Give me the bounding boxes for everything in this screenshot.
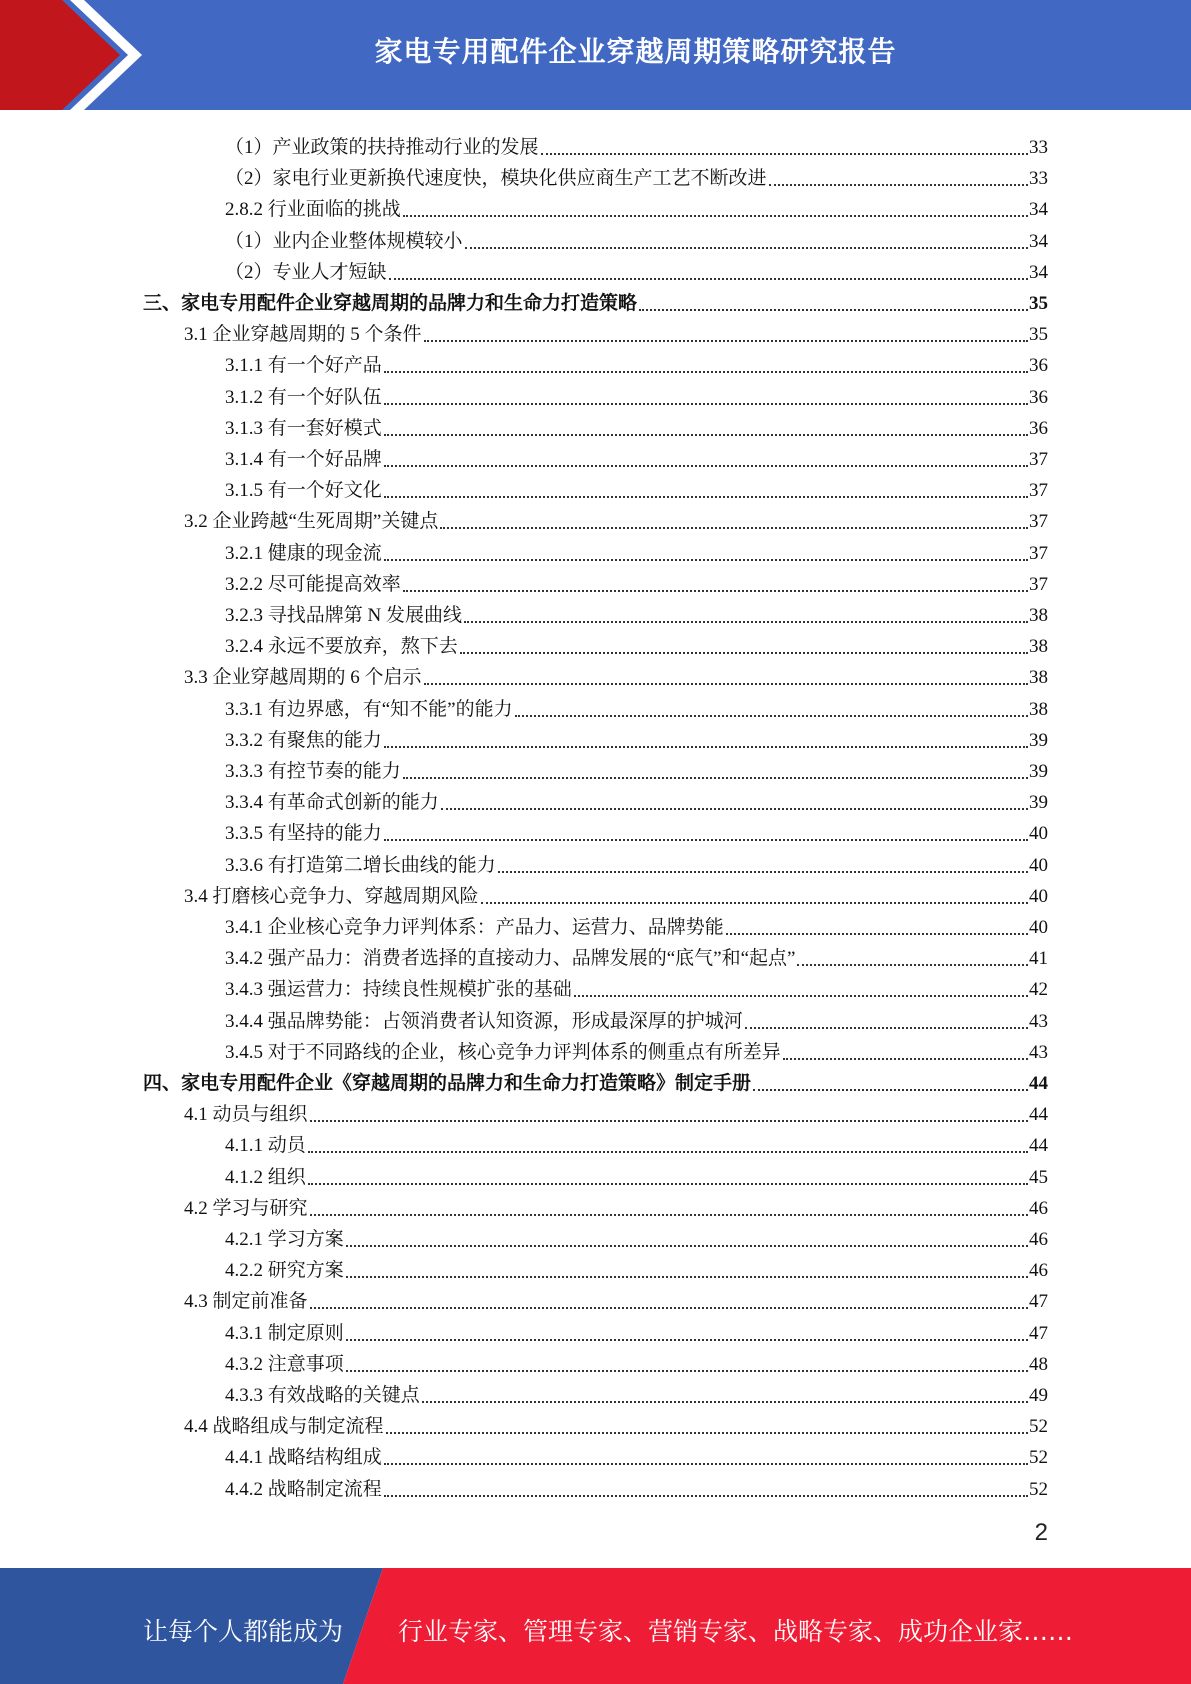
toc-entry[interactable] xyxy=(225,1220,1048,1251)
toc-entry-page: 42 xyxy=(1029,979,1048,1001)
toc-entry[interactable] xyxy=(225,253,1048,284)
toc-entry[interactable] xyxy=(225,1126,1048,1157)
footer-slogan-left: 让每个人都能成为 xyxy=(143,1617,344,1646)
toc-entry-page: 38 xyxy=(1029,667,1048,689)
toc-entry-page: 47 xyxy=(1029,1322,1048,1344)
toc-entry-label: 3.4.1 企业核心竞争力评判体系：产品力、运营力、品牌势能 xyxy=(225,917,724,938)
toc-entry-label: 3.4 打磨核心竞争力、穿越周期风险 xyxy=(184,885,479,907)
toc-dot-leader xyxy=(422,1401,1028,1403)
toc-dot-leader xyxy=(541,153,1028,155)
toc-dot-leader xyxy=(384,434,1028,436)
toc-entry-page: 41 xyxy=(1029,948,1048,970)
toc-dot-leader xyxy=(389,278,1028,280)
toc-entry-label: 4.4.1 战略结构组成 xyxy=(225,1447,382,1469)
toc-entry[interactable] xyxy=(184,502,1048,533)
toc-entry[interactable] xyxy=(225,471,1048,502)
toc-entry-page: 44 xyxy=(1029,1135,1048,1157)
toc-dot-leader xyxy=(308,1151,1028,1153)
toc-entry-label: 四、家电专用配件企业《穿越周期的品牌力和生命力打造策略》制定手册 xyxy=(143,1073,752,1094)
toc-entry-label: （1）产业政策的扶持推动行业的发展 xyxy=(225,137,539,158)
toc-entry[interactable] xyxy=(225,970,1048,1001)
toc-entry[interactable] xyxy=(225,1376,1048,1407)
toc-entry-page: 46 xyxy=(1029,1197,1048,1219)
toc-dot-leader xyxy=(465,247,1028,249)
toc-entry-page: 38 xyxy=(1029,698,1048,720)
toc-entry-label: 3.3.3 有控节奏的能力 xyxy=(225,761,401,782)
toc-entry[interactable] xyxy=(225,939,1048,970)
toc-dot-leader xyxy=(346,1245,1028,1247)
toc-entry-page: 43 xyxy=(1029,1010,1048,1032)
toc-entry-label: 2.8.2 行业面临的挑战 xyxy=(225,199,401,221)
toc-entry-label: 三、家电专用配件企业穿越周期的品牌力和生命力打造策略 xyxy=(143,293,638,314)
toc-dot-leader xyxy=(403,215,1028,217)
toc-dot-leader xyxy=(574,995,1028,997)
toc-entry-page: 52 xyxy=(1029,1447,1048,1469)
toc-dot-leader xyxy=(464,621,1028,623)
toc-dot-leader xyxy=(498,871,1028,873)
toc-dot-leader xyxy=(346,1276,1028,1278)
toc-entry-page: 38 xyxy=(1029,605,1048,626)
toc-entry-page: 47 xyxy=(1029,1291,1048,1313)
toc-entry[interactable] xyxy=(143,1064,1048,1095)
toc-entry-page: 45 xyxy=(1029,1166,1048,1188)
toc-entry-page: 49 xyxy=(1029,1385,1048,1406)
toc-entry-page: 46 xyxy=(1029,1229,1048,1250)
toc-dot-leader xyxy=(384,465,1028,467)
toc-entry[interactable] xyxy=(225,346,1048,377)
toc-entry-page: 34 xyxy=(1029,230,1048,252)
toc-dot-leader xyxy=(403,777,1028,779)
toc-entry[interactable] xyxy=(225,1314,1048,1345)
toc-entry-page: 44 xyxy=(1029,1104,1048,1126)
toc-dot-leader xyxy=(384,371,1028,373)
toc-dot-leader xyxy=(783,1058,1028,1060)
toc-entry-label: 3.1.5 有一个好文化 xyxy=(225,480,382,502)
toc-entry-page: 39 xyxy=(1029,761,1048,782)
toc-entry-label: 4.2 学习与研究 xyxy=(184,1197,308,1219)
toc-entry[interactable] xyxy=(184,877,1048,908)
toc-entry[interactable] xyxy=(225,190,1048,221)
toc-entry-page: 35 xyxy=(1029,324,1048,346)
toc-dot-leader xyxy=(403,590,1028,592)
toc-entry-page: 37 xyxy=(1029,480,1048,502)
toc-entry-label: 4.2.2 研究方案 xyxy=(225,1260,344,1282)
report-title: 家电专用配件企业穿越周期策略研究报告 xyxy=(374,35,897,68)
toc-entry[interactable] xyxy=(225,846,1048,877)
toc-entry-page: 40 xyxy=(1029,885,1048,907)
toc-entry-page: 43 xyxy=(1029,1041,1048,1063)
toc-entry-label: 3.3.2 有聚焦的能力 xyxy=(225,729,382,751)
toc-entry-page: 35 xyxy=(1029,293,1048,314)
page-header xyxy=(0,0,1191,110)
toc-entry-label: 3.4.4 强品牌势能：占领消费者认知资源，形成最深厚的护城河 xyxy=(225,1010,743,1032)
toc-entry[interactable] xyxy=(225,690,1048,721)
toc-entry[interactable] xyxy=(184,1189,1048,1220)
toc-entry[interactable] xyxy=(225,440,1048,471)
toc-entry[interactable] xyxy=(184,658,1048,689)
toc-entry-page: 34 xyxy=(1029,261,1048,283)
toc-entry[interactable] xyxy=(225,128,1048,159)
toc-entry-label: （2）专业人才短缺 xyxy=(225,261,387,283)
toc-entry-label: 3.4.2 强产品力：消费者选择的直接动力、品牌发展的“底气”和“起点” xyxy=(225,948,796,970)
toc-entry[interactable] xyxy=(225,596,1048,627)
toc-dot-leader xyxy=(384,559,1028,561)
toc-dot-leader xyxy=(441,808,1028,810)
toc-entry-page: 37 xyxy=(1029,449,1048,470)
toc-entry-label: （2）家电行业更新换代速度快，模块化供应商生产工艺不断改进 xyxy=(225,168,767,190)
toc-dot-leader xyxy=(753,1089,1028,1091)
toc-entry-label: 3.3.5 有坚持的能力 xyxy=(225,823,382,845)
toc-dot-leader xyxy=(515,715,1028,717)
toc-entry-label: 4.3.1 制定原则 xyxy=(225,1322,344,1344)
toc-dot-leader xyxy=(384,1495,1028,1497)
toc-entry[interactable] xyxy=(225,1345,1048,1376)
toc-entry[interactable] xyxy=(184,1282,1048,1313)
toc-entry-page: 52 xyxy=(1029,1478,1048,1500)
toc-entry-label: 3.2.4 永远不要放弃，熬下去 xyxy=(225,636,458,658)
toc-dot-leader xyxy=(726,933,1028,935)
toc-dot-leader xyxy=(797,964,1028,966)
toc-dot-leader xyxy=(310,1307,1028,1309)
toc-entry[interactable] xyxy=(184,1095,1048,1126)
toc-entry[interactable] xyxy=(225,222,1048,253)
toc-entry[interactable] xyxy=(225,752,1048,783)
toc-dot-leader xyxy=(424,340,1028,342)
toc-entry-page: 40 xyxy=(1029,917,1048,938)
toc-entry-page: 33 xyxy=(1029,137,1048,158)
toc-entry[interactable] xyxy=(225,1470,1048,1501)
toc-entry[interactable] xyxy=(225,378,1048,409)
toc-entry-label: 3.2.2 尽可能提高效率 xyxy=(225,573,401,595)
toc-entry[interactable] xyxy=(225,1158,1048,1189)
toc-dot-leader xyxy=(386,1432,1028,1434)
toc-entry-label: 3.1.3 有一套好模式 xyxy=(225,417,382,439)
toc-entry-label: 3.3.1 有边界感，有“知不能”的能力 xyxy=(225,698,513,720)
toc-entry[interactable] xyxy=(225,721,1048,752)
toc-entry-page: 44 xyxy=(1029,1073,1048,1094)
toc-dot-leader xyxy=(424,683,1028,685)
toc-entry-label: 4.2.1 学习方案 xyxy=(225,1229,344,1250)
toc-entry[interactable] xyxy=(225,565,1048,596)
toc-dot-leader xyxy=(460,652,1028,654)
toc-dot-leader xyxy=(384,496,1028,498)
toc-dot-leader xyxy=(481,902,1028,904)
toc-entry-label: 4.3.3 有效战略的关键点 xyxy=(225,1385,420,1406)
toc-entry-label: 3.1.4 有一个好品牌 xyxy=(225,449,382,470)
toc-entry-page: 39 xyxy=(1029,729,1048,751)
toc-entry-label: 3.3.6 有打造第二增长曲线的能力 xyxy=(225,854,496,876)
toc-entry-page: 37 xyxy=(1029,573,1048,595)
toc-dot-leader xyxy=(639,309,1028,311)
toc-entry-label: 3.3 企业穿越周期的 6 个启示 xyxy=(184,667,422,689)
toc-entry-label: 4.1.1 动员 xyxy=(225,1135,306,1157)
toc-entry-page: 38 xyxy=(1029,636,1048,658)
toc-entry[interactable] xyxy=(225,159,1048,190)
toc-entry-label: 3.1 企业穿越周期的 5 个条件 xyxy=(184,324,422,346)
toc-entry-page: 48 xyxy=(1029,1353,1048,1375)
toc-entry[interactable] xyxy=(225,814,1048,845)
toc-entry[interactable] xyxy=(225,1438,1048,1469)
toc-dot-leader xyxy=(310,1120,1028,1122)
toc-entry-label: 3.2.1 健康的现金流 xyxy=(225,542,382,564)
toc-entry[interactable] xyxy=(143,284,1048,315)
toc-dot-leader xyxy=(384,839,1028,841)
toc-entry-page: 36 xyxy=(1029,355,1048,377)
toc-entry-label: 3.4.5 对于不同路线的企业，核心竞争力评判体系的侧重点有所差异 xyxy=(225,1041,781,1063)
toc-entry-label: 3.3.4 有革命式创新的能力 xyxy=(225,792,439,814)
toc-entry[interactable] xyxy=(225,1033,1048,1064)
footer-slogan-right: 行业专家、管理专家、营销专家、战略专家、成功企业家…… xyxy=(398,1617,1074,1646)
toc-entry-label: 4.4 战略组成与制定流程 xyxy=(184,1416,384,1438)
toc-entry-page: 40 xyxy=(1029,854,1048,876)
toc-entry-label: 4.4.2 战略制定流程 xyxy=(225,1478,382,1500)
toc-dot-leader xyxy=(384,746,1028,748)
toc-entry-label: 3.2 企业跨越“生死周期”关键点 xyxy=(184,511,439,533)
toc-entry-page: 36 xyxy=(1029,417,1048,439)
toc-dot-leader xyxy=(310,1214,1028,1216)
toc-dot-leader xyxy=(346,1370,1028,1372)
toc-dot-leader xyxy=(346,1339,1028,1341)
toc-entry-label: 3.1.2 有一个好队伍 xyxy=(225,386,382,408)
toc-entry-page: 39 xyxy=(1029,792,1048,814)
toc-entry-label: 3.1.1 有一个好产品 xyxy=(225,355,382,377)
toc-dot-leader xyxy=(308,1183,1028,1185)
toc-entry-label: 4.1 动员与组织 xyxy=(184,1104,308,1126)
page-number: 2 xyxy=(1034,1519,1048,1546)
toc-entry-label: 4.3 制定前准备 xyxy=(184,1291,308,1313)
toc-entry-label: 3.2.3 寻找品牌第 N 发展曲线 xyxy=(225,605,462,626)
toc-entry[interactable] xyxy=(225,1251,1048,1282)
toc-entry-page: 46 xyxy=(1029,1260,1048,1282)
toc-entry-page: 33 xyxy=(1029,168,1048,190)
toc-dot-leader xyxy=(745,1027,1028,1029)
toc-entry-label: 4.3.2 注意事项 xyxy=(225,1353,344,1375)
toc-entry[interactable] xyxy=(225,534,1048,565)
toc-entry-label: （1）业内企业整体规模较小 xyxy=(225,230,463,252)
toc-entry-label: 3.4.3 强运营力：持续良性规模扩张的基础 xyxy=(225,979,572,1001)
toc-entry-page: 36 xyxy=(1029,386,1048,408)
toc-dot-leader xyxy=(384,1463,1028,1465)
toc-dot-leader xyxy=(769,184,1028,186)
toc-entry-label: 4.1.2 组织 xyxy=(225,1166,306,1188)
toc-dot-leader xyxy=(440,527,1028,529)
toc-dot-leader xyxy=(384,403,1028,405)
toc-entry-page: 40 xyxy=(1029,823,1048,845)
toc-entry-page: 37 xyxy=(1029,511,1048,533)
toc-entry-page: 52 xyxy=(1029,1416,1048,1438)
toc-entry[interactable] xyxy=(225,908,1048,939)
toc-entry[interactable] xyxy=(225,409,1048,440)
toc-entry[interactable] xyxy=(225,1002,1048,1033)
toc-entry[interactable] xyxy=(225,627,1048,658)
toc-entry-page: 34 xyxy=(1029,199,1048,221)
toc-entry[interactable] xyxy=(184,315,1048,346)
toc-entry[interactable] xyxy=(184,1407,1048,1438)
toc-entry[interactable] xyxy=(225,783,1048,814)
toc-entry-page: 37 xyxy=(1029,542,1048,564)
page-footer xyxy=(0,1568,1191,1684)
